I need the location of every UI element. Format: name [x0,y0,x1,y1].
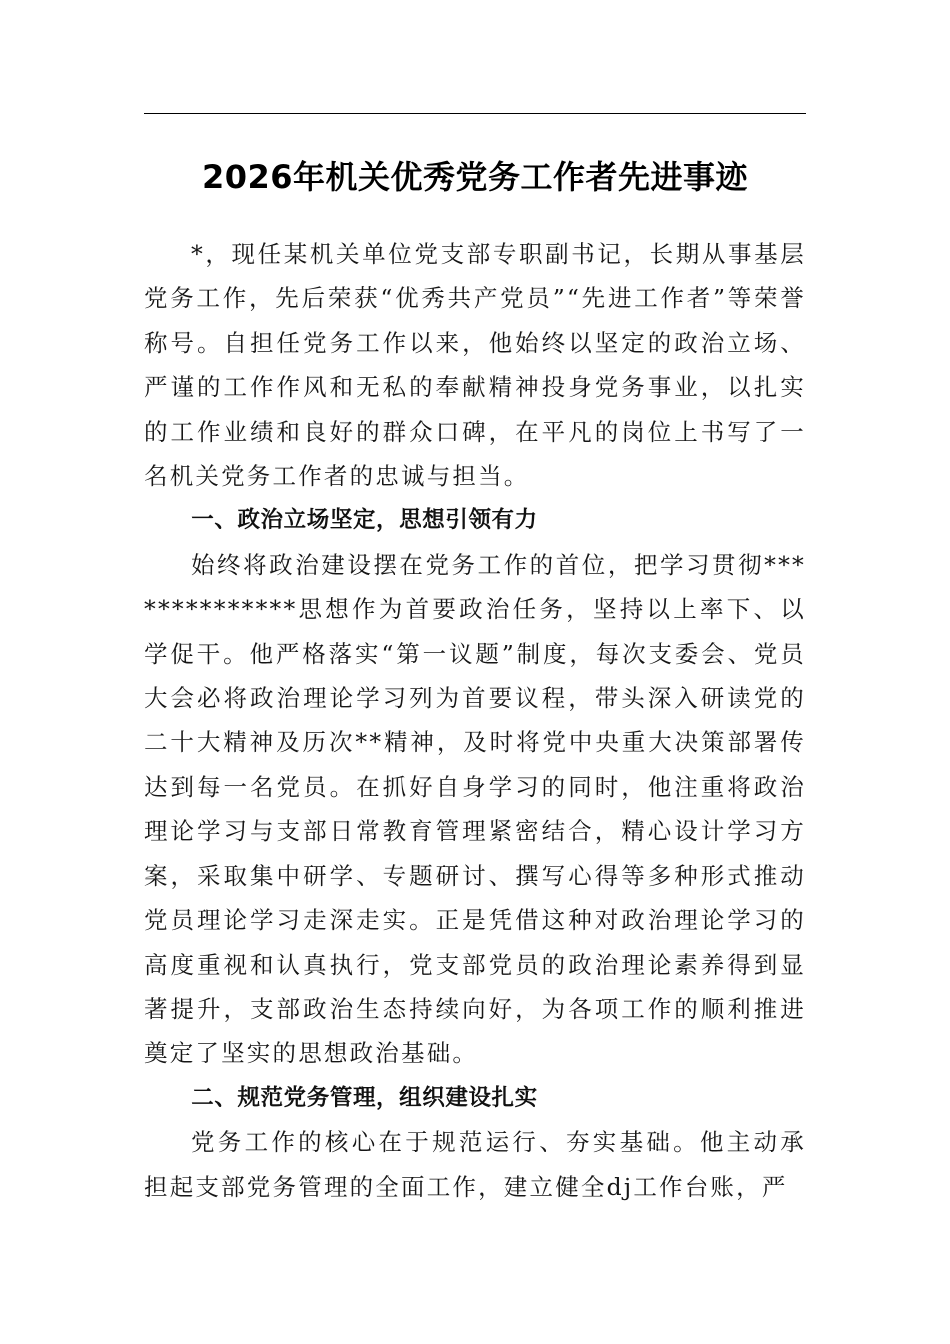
document-title: 2026年机关优秀党务工作者先进事迹 [201,158,749,196]
section-paragraph-1: 始终将政治建设摆在党务工作的首位，把学习贯彻**************思想作为首要政治任务，坚持以上率下、以学促干。他严格落实“第一议题”制度，每次支委会、党员大会必将政治理论学习列为首要议程，带头深入研读党的二十大精神及历次**精神，及时将党中央重大决策部署传达到每一名党员。在抓好自身学习的同时，他注重将政治理论学习与支部日常教育管理紧密结合，精心设计学习方案，采取集中研学、专题研讨、撰写心得等多种形式推动党员理论学习走深走实。正是凭借这种对政治理论学习的高度重视和认真执行，党支部党员的政治理论素养得到显著提升，支部政治生态持续向好，为各项工作的顺利推进奠定了坚实的思想政治基础。 [144,550,806,1068]
section-paragraph-2: 党务工作的核心在于规范运行、夯实基础。他主动承担起支部党务管理的全面工作，建立健全dj工作台账，严 [144,1128,806,1201]
header-rule [144,113,806,114]
intro-paragraph: *，现任某机关单位党支部专职副书记，长期从事基层党务工作，先后荣获“优秀共产党员”“先进工作者”等荣誉称号。自担任党务工作以来，他始终以坚定的政治立场、严谨的工作作风和无私的奉献精神投身党务事业，以扎实的工作业绩和良好的群众口碑，在平凡的岗位上书写了一名机关党务工作者的忠诚与担当。 [144,240,806,491]
section-heading-2: 二、规范党务管理，组织建设扎实 [191,1084,538,1111]
section-heading-1: 一、政治立场坚定，思想引领有力 [191,507,538,534]
document-body [144,232,806,1209]
